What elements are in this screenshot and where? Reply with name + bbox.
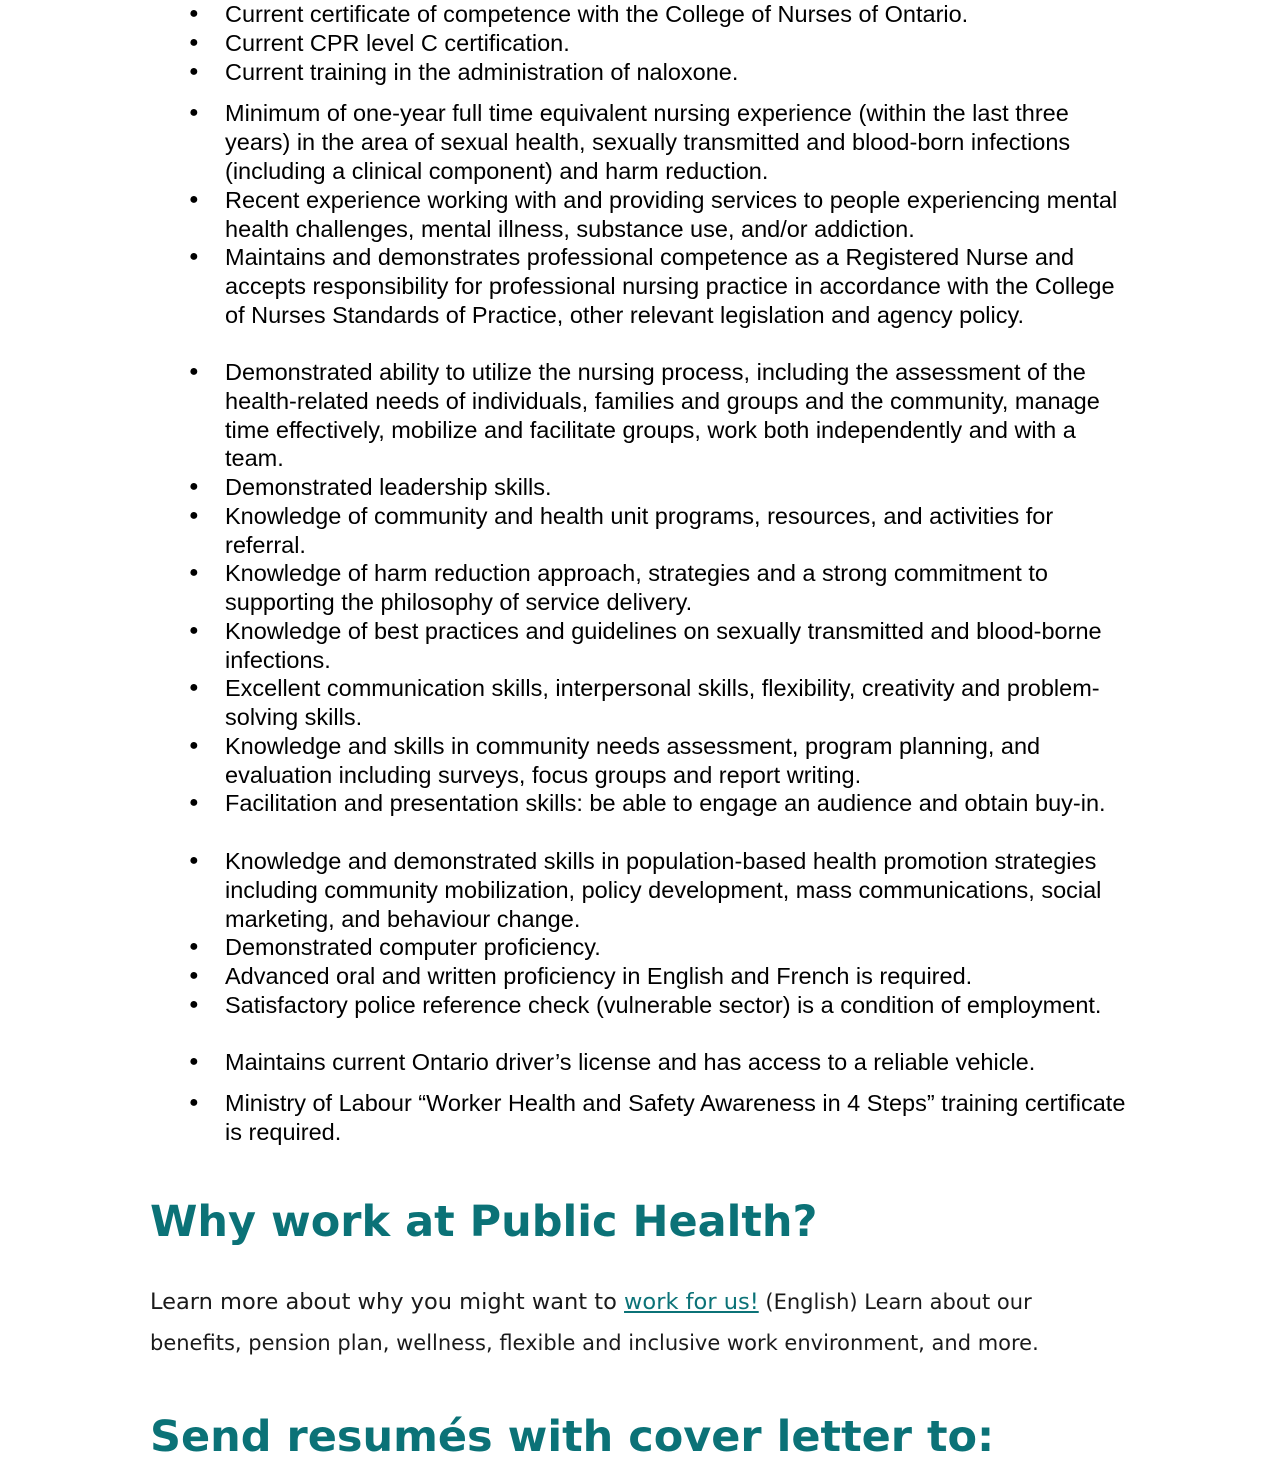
list-item — [189, 243, 1130, 329]
list-item-text: Maintains current Ontario driver’s license and has access to a reliable vehicle. — [225, 1049, 1036, 1075]
list-item — [189, 0, 1130, 29]
list-item-text: Knowledge of community and health unit programs, resources, and activities for referral. — [225, 503, 1054, 558]
list-item — [189, 186, 1130, 244]
bullet-icon: ● — [189, 34, 199, 51]
list-item-text: Current CPR level C certification. — [225, 30, 570, 56]
work-for-us-link[interactable]: work for us! — [624, 1289, 759, 1315]
list-item-text: Facilitation and presentation skills: be able to engage an audience and obtain buy-in. — [225, 790, 1106, 816]
bullet-icon: ● — [189, 191, 199, 208]
why-work-lead-text: Learn more about why you might want to — [150, 1289, 625, 1315]
why-work-paragraph — [150, 1282, 1080, 1364]
list-item-text: Knowledge of best practices and guidelines on sexually transmitted and blood-borne infections. — [225, 618, 1102, 673]
list-item-text: Current certificate of competence with the College of Nurses of Ontario. — [225, 1, 969, 27]
bullet-icon: ● — [189, 507, 199, 524]
list-item-text: Maintains and demonstrates professional competence as a Registered Nurse and accepts responsibility for professional nursing practice in accordance with the College of Nurses Standards of Practice, other relevant legislation and agency policy. — [225, 244, 1115, 328]
bullet-icon: ● — [189, 938, 199, 955]
bullet-icon: ● — [189, 104, 199, 121]
list-item-text: Demonstrated ability to utilize the nursing process, including the assessment of the health-related needs of individuals, families and groups and the community, manage time effectively, mobilize and facilitate groups, work both independently and with a team. — [225, 359, 1100, 472]
list-item — [189, 502, 1130, 560]
list-item — [189, 847, 1130, 933]
bullet-icon: ● — [189, 478, 199, 495]
bullet-icon: ● — [189, 1094, 199, 1111]
list-item-text: Demonstrated computer proficiency. — [225, 934, 601, 960]
list-item — [189, 559, 1130, 617]
list-item — [189, 617, 1130, 675]
list-item — [189, 58, 1130, 87]
list-item-text: Minimum of one-year full time equivalent nursing experience (within the last three years) in the area of sexual health, sexually transmitted and blood-born infections (including a clinical component) and harm reduction. — [225, 100, 1071, 184]
list-item — [189, 991, 1130, 1020]
list-item-text: Current training in the administration of naloxone. — [225, 59, 739, 85]
list-item-text: Satisfactory police reference check (vulnerable sector) is a condition of employment. — [225, 992, 1102, 1018]
list-item — [189, 29, 1130, 58]
list-item — [189, 789, 1130, 818]
list-item-text: Knowledge and demonstrated skills in population-based health promotion strategies including community mobilization, policy development, mass communications, social marketing, and behaviour change. — [225, 848, 1102, 932]
bullet-icon: ● — [189, 852, 199, 869]
why-work-rest-text: (English) Learn about our benefits, pension plan, wellness, flexible and inclusive work environment, and more. — [150, 1290, 1039, 1355]
list-item — [189, 674, 1130, 732]
list-item-text: Ministry of Labour “Worker Health and Safety Awareness in 4 Steps” training certificate is required. — [225, 1090, 1126, 1145]
bullet-icon: ● — [189, 622, 199, 639]
why-work-heading: Why work at Public Health? — [150, 1197, 818, 1247]
send-resumes-heading: Send resumés with cover letter to: — [150, 1412, 995, 1462]
list-item — [189, 473, 1130, 502]
list-item-text: Knowledge of harm reduction approach, strategies and a strong commitment to supporting the philosophy of service delivery. — [225, 560, 1048, 615]
list-item-text: Demonstrated leadership skills. — [225, 474, 552, 500]
list-item-text: Excellent communication skills, interpersonal skills, flexibility, creativity and problem-solving skills. — [225, 675, 1100, 730]
list-item-text: Advanced oral and written proficiency in English and French is required. — [225, 963, 973, 989]
bullet-icon: ● — [189, 967, 199, 984]
bullet-icon: ● — [189, 248, 199, 265]
bullet-icon: ● — [189, 737, 199, 754]
list-item-text: Knowledge and skills in community needs assessment, program planning, and evaluation including surveys, focus groups and report writing. — [225, 733, 1041, 788]
list-item-text: Recent experience working with and providing services to people experiencing mental health challenges, mental illness, substance use, and/or addiction. — [225, 187, 1118, 242]
bullet-icon: ● — [189, 564, 199, 581]
list-item — [189, 99, 1130, 185]
bullet-icon: ● — [189, 5, 199, 22]
bullet-icon: ● — [189, 794, 199, 811]
list-item — [189, 358, 1130, 473]
bullet-icon: ● — [189, 63, 199, 80]
bullet-icon: ● — [189, 679, 199, 696]
list-item — [189, 1089, 1130, 1147]
list-item — [189, 1048, 1130, 1077]
list-item — [189, 962, 1130, 991]
bullet-icon: ● — [189, 996, 199, 1013]
bullet-icon: ● — [189, 363, 199, 380]
list-item — [189, 732, 1130, 790]
list-item — [189, 933, 1130, 962]
bullet-icon: ● — [189, 1053, 199, 1070]
